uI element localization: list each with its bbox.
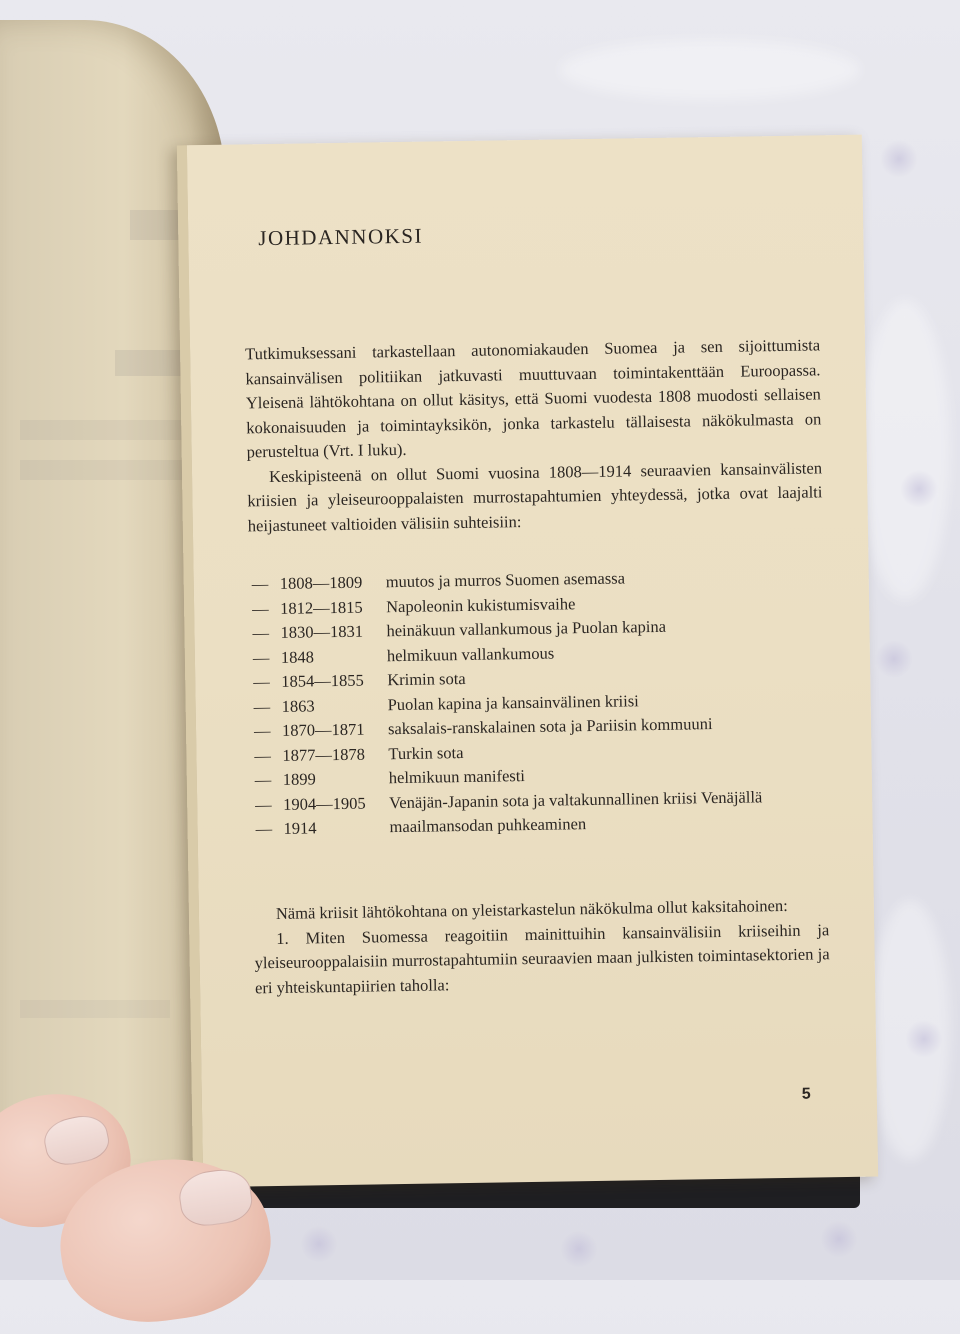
list-dash: — [251,598,269,618]
crisis-description: maailmansodan puhkeaminen [389,814,587,837]
crisis-years: 1877—1878 [282,744,366,765]
page-number: 5 [801,1085,811,1103]
fabric-flower [560,1230,598,1268]
crisis-years: 1899 [282,769,316,789]
outro-paragraph: 1. Miten Suomessa reagoitiin mainittuihin kansainvälisiin kriiseihin ja yleiseurooppalaisiin murrostapahtumiin seuraavien maan julkisten toimintasektorien ja eri yhteiskuntapiirien taholla: [254,919,830,997]
list-dash: — [252,647,270,667]
list-dash: — [255,794,272,814]
list-dash: — [255,819,273,839]
crisis-description: Turkin sota [388,742,464,763]
fabric-fold [560,40,860,100]
crisis-description: saksalais-ranskalainen sota ja Pariisin kommuuni [387,714,713,739]
crisis-list [252,563,826,841]
outro-text [254,893,830,1000]
crisis-years: 1914 [283,818,317,838]
crisis-years: 1863 [281,695,315,716]
list-dash: — [253,672,270,692]
list-dash: — [253,721,271,741]
list-dash: — [254,745,272,765]
list-dash: — [253,696,271,716]
crisis-years: 1830—1831 [280,621,364,642]
crisis-years: 1870—1871 [281,719,365,740]
intro-paragraph: Keskipisteenä on ollut Suomi vuosina 1808—1914 seuraavien kansainvälisten kriisien ja yleiseurooppalaisten murrostapahtumien yhteydessä, jotka ovat laajalti heijastuneet valtioiden välisiin suhteisiin: [247,457,823,535]
fabric-flower [300,1225,338,1263]
fingernail [40,1111,112,1169]
crisis-description: Krimin sota [387,668,466,690]
right-book-page [177,135,878,1188]
crisis-years: 1854—1855 [281,670,364,691]
crisis-description: helmikuun manifesti [388,766,526,788]
bleed-through-text [20,1000,170,1018]
list-dash: — [252,623,270,643]
crisis-years: 1808—1809 [279,572,363,593]
bleed-through-text [20,420,200,440]
crisis-years: 1812—1815 [279,597,363,618]
fabric-flower [820,1220,858,1258]
crisis-description: helmikuun vallankumous [386,643,555,665]
crisis-description: muutos ja murros Suomen asemassa [385,568,626,592]
crisis-description: Puolan kapina ja kansainvälinen kriisi [387,690,639,714]
intro-paragraph: Tutkimuksessani tarkastellaan autonomiakauden Suomea ja sen sijoittumista kansainvälisen politiikan jatkuvasti muuttuvaan toimintakenttään Euroopassa. Yleisenä lähtökohtana on ollut käsitys, että Suomi vuodesta 1808 muodosti sellaisen kokonaisuuden ja toimintayksikön, jonka tarkastelu tällaisesta näkökulmasta on perusteltua (Vrt. I luku). [244,335,822,462]
list-dash: — [251,574,269,594]
fabric-flower [880,140,918,178]
chapter-heading: JOHDANNOKSI [258,223,424,251]
intro-text [245,333,823,538]
crisis-description: Napoleonin kukistumisvaihe [385,593,576,616]
crisis-description: heinäkuun vallankumous ja Puolan kapina [386,616,667,641]
fabric-fold [860,300,950,600]
fabric-flower [900,470,938,508]
outro-paragraph: Nämä kriisit lähtökohtana on yleistarkastelun näkökulma ollut kaksitahoinen: [275,895,788,923]
crisis-years: 1848 [280,646,315,667]
crisis-description: Venäjän-Japanin sota ja valtakunnallinen kriisi Venäjällä [389,786,763,812]
crisis-years: 1904—1905 [283,793,366,814]
list-dash: — [254,770,272,790]
bleed-through-text [20,460,200,480]
fabric-flower [875,640,913,678]
fabric-flower [905,1020,943,1058]
